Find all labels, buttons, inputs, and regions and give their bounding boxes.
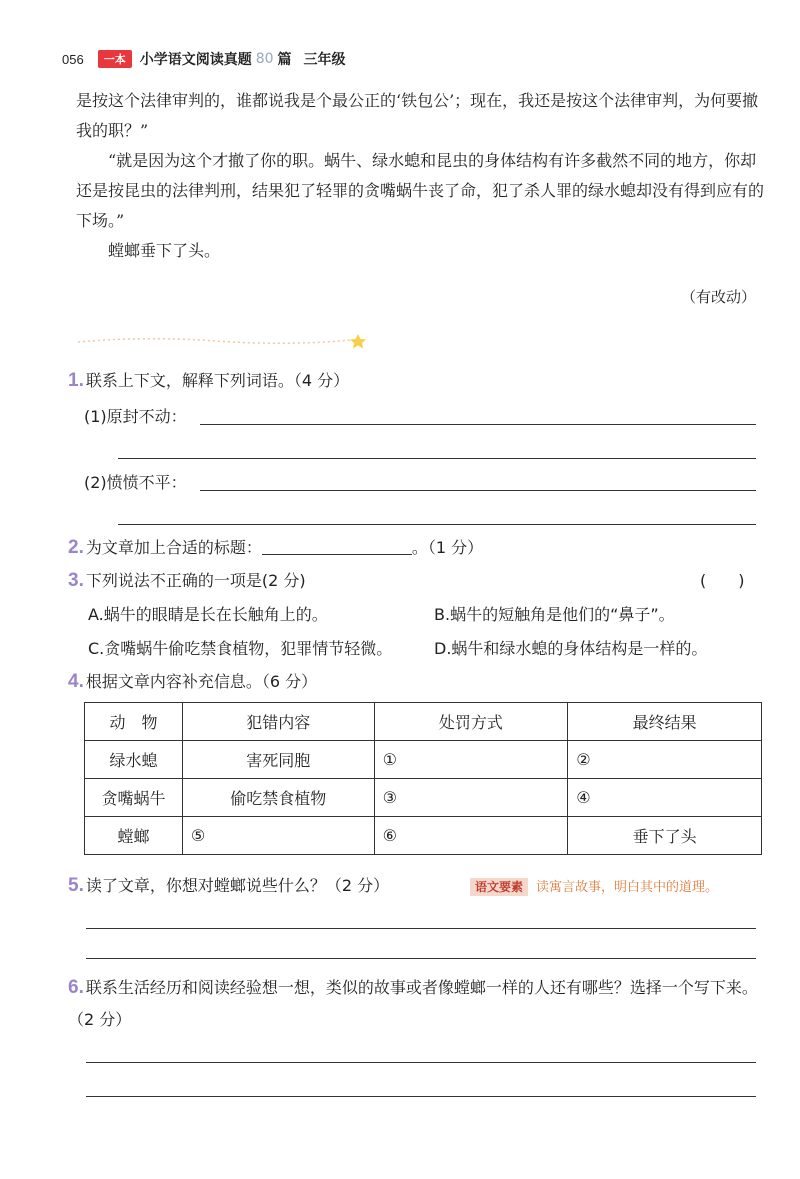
table-cell-blank[interactable]: ① [374,741,568,779]
table-cell-blank[interactable]: ④ [568,779,762,817]
table-row [85,779,762,817]
answer-line[interactable] [200,424,756,425]
table-cell-blank[interactable]: ③ [374,779,568,817]
question-text: 联系生活经历和阅读经验想一想，类似的故事或者像螳螂一样的人还有哪些？选择一个写下来。（2 分） [68,978,758,1029]
story-paragraph-2: “就是因为这个才撤了你的职。蜗牛、绿水螅和昆虫的身体结构有许多截然不同的地方，你却还是按昆虫的法律判刑，结果犯了轻罪的贪嘴蜗牛丧了命，犯了杀人罪的绿水螅却没有得到应有的下场。” [76,151,765,230]
table-cell: 螳螂 [85,817,183,855]
option-c[interactable]: C.贪嘴蜗牛偷吃禁食植物，犯罪情节轻微。 [88,639,393,658]
skill-tag: 语文要素 [470,878,528,896]
q1-item-1-label: (1)原封不动： [84,407,187,426]
page-number: 056 [62,51,84,67]
story-text [76,86,766,266]
answer-line[interactable] [118,458,756,459]
answer-line[interactable] [86,958,756,959]
story-paragraph-1: 是按这个法律审判的，谁都说我是个最公正的‘铁包公’；现在，我还是按这个法律审判，为何要撤我的职？” [76,91,759,140]
question-text: 根据文章内容补充信息。（6 分） [85,672,318,691]
option-d[interactable]: D.蜗牛和绿水螅的身体结构是一样的。 [434,639,708,658]
question-number: 6. [68,977,84,998]
table-cell: 贪嘴蜗牛 [85,779,183,817]
story-paragraph-3: 螳螂垂下了头。 [108,241,221,260]
table-cell-blank[interactable]: ② [568,741,762,779]
question-4 [68,669,768,695]
table-header-row [85,703,762,741]
answer-line[interactable] [86,1096,756,1097]
question-text: 为文章加上合适的标题： [85,538,262,557]
question-number: 2. [68,537,84,558]
question-tail: 。（1 分） [411,538,484,557]
page-header [62,48,346,70]
table-cell: 绿水螅 [85,741,183,779]
table-cell-blank[interactable]: ⑤ [182,817,374,855]
skill-tip [470,876,718,895]
table-row [85,817,762,855]
question-2 [68,535,768,561]
question-number: 4. [68,671,84,692]
answer-line[interactable] [86,1062,756,1063]
star-icon [350,334,366,349]
divider-decoration [76,330,366,350]
option-a[interactable]: A.蜗牛的眼睛是长在长触角上的。 [88,605,328,624]
info-table [84,702,762,855]
table-cell: 偷吃禁食植物 [182,779,374,817]
question-number: 5. [68,875,84,896]
book-title: 小学语文阅读真题 [139,52,252,68]
answer-line[interactable] [118,524,756,525]
q1-item-2-label: (2)愤愤不平： [84,473,187,492]
answer-parentheses[interactable]: ( ) [700,571,745,590]
book-suffix: 篇 [277,52,292,68]
brand-logo: 一本 [98,50,132,68]
question-3 [68,568,768,594]
question-text: 读了文章，你想对螳螂说些什么？（2 分） [85,876,390,895]
grade-label: 三年级 [303,52,346,68]
table-cell: 垂下了头 [568,817,762,855]
option-b[interactable]: B.蜗牛的短触角是他们的“鼻子”。 [434,605,675,624]
question-text: 下列说法不正确的一项是(2 分) [85,571,306,590]
book-count: 80 [255,51,274,67]
table-header: 动 物 [85,703,183,741]
answer-line[interactable] [200,490,756,491]
table-header: 处罚方式 [374,703,568,741]
adaptation-note: （有改动） [680,288,756,306]
question-number: 3. [68,570,84,591]
title-blank[interactable] [262,536,412,555]
question-1 [68,368,768,394]
table-header: 犯错内容 [182,703,374,741]
skill-tip-text: 读寓言故事，明白其中的道理。 [536,880,719,895]
question-number: 1. [68,370,84,391]
table-cell: 害死同胞 [182,741,374,779]
table-header: 最终结果 [568,703,762,741]
question-6 [68,972,768,1036]
table-row [85,741,762,779]
question-text: 联系上下文，解释下列词语。（4 分） [85,371,350,390]
table-cell-blank[interactable]: ⑥ [374,817,568,855]
answer-line[interactable] [86,928,756,929]
